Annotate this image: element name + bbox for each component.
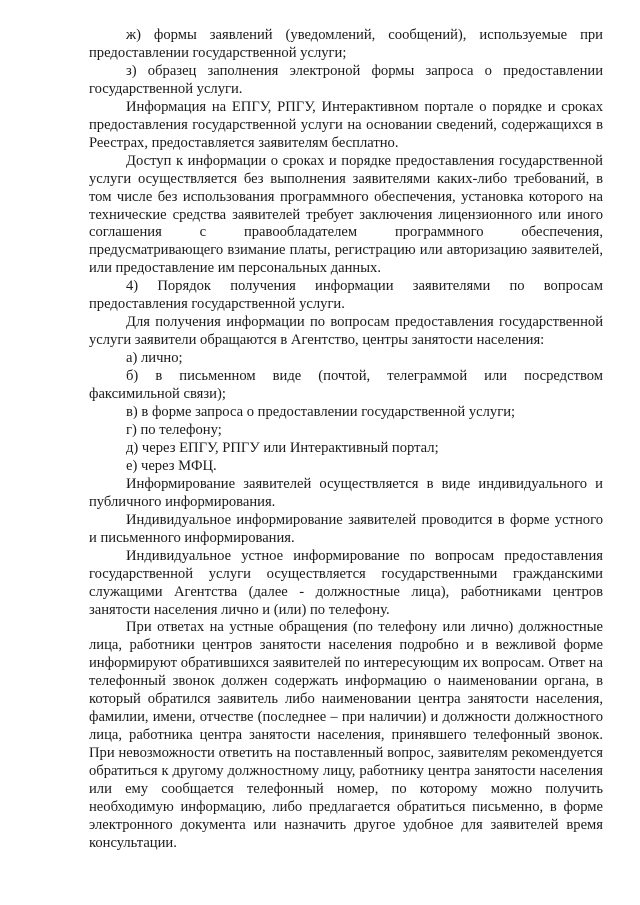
list-item-in-person: а) лично; — [126, 350, 183, 367]
document-body — [89, 27, 603, 853]
paragraph-oral-informing: Индивидуальное устное информирование по вопросам предоставления государственной услуги осуществляется государственными гражданскими служащими Агентства (далее - должностные лица), работниками центров занятости населения лично и (или) по телефону. — [89, 547, 603, 618]
paragraph-how-to-get-info: Для получения информации по вопросам предоставления государственной услуги заявители обращаются в Агентство, центры занятости населения: — [89, 314, 603, 349]
list-item-mfc: е) через МФЦ. — [126, 457, 217, 474]
paragraph-informing-types: Информирование заявителей осуществляется в виде индивидуального и публичного информирования. — [89, 475, 603, 510]
paragraph-forms: ж) формы заявлений (уведомлений, сообщений), используемые при предоставлении государственной услуги; — [89, 27, 603, 61]
paragraph-oral-answers: При ответах на устные обращения (по телефону или лично) должностные лица, работники центров занятости населения подробно и в вежливой форме информируют обратившихся заявителей по интересующим их вопросам. Ответ на телефонный звонок должен содержать информацию о наименовании органа, в который обратился заявитель либо наименовании центра занятости населения, фамилии, имени, отчестве (последнее – при наличии) и должности должностного лица, работника центра занятости населения, принявшего телефонный звонок. При невозможности ответить на поставленный вопрос, заявителям рекомендуется обратиться к другому должностному лицу, работнику центра занятости населения или ему сообщается телефонный номер, по которому можно получить необходимую информацию, либо предлагается обратиться письменно, в форме электронного документа или назначить другое удобное для заявителей время консультации. — [89, 619, 603, 851]
list-item-phone: г) по телефону; — [126, 421, 222, 438]
paragraph-sample: з) образец заполнения электроной формы запроса о предоставлении государственной услуги. — [89, 62, 603, 97]
paragraph-individual-informing: Индивидуальное информирование заявителей проводится в форме устного и письменного информирования. — [89, 511, 603, 546]
paragraph-portal-info: Информация на ЕПГУ, РПГУ, Интерактивном портале о порядке и сроках предоставления государственной услуги на основании сведений, содержащихся в Реестрах, предоставляется заявителям бесплатно. — [89, 98, 603, 151]
paragraph-section-4: 4) Порядок получения информации заявителями по вопросам предоставления государственной услуги. — [89, 278, 603, 313]
paragraph-access: Доступ к информации о сроках и порядке предоставления государственной услуги осуществляется без выполнения заявителями каких-либо требований, в том числе без использования программного обеспечения, установка которого на технические средства заявителей требует заключения лицензионного или иного соглашения с правообладателем программного обеспечения, предусматривающего взимание платы, регистрацию или авторизацию заявителей, или предоставление им персональных данных. — [89, 152, 603, 277]
list-item-request-form: в) в форме запроса о предоставлении государственной услуги; — [126, 404, 516, 421]
list-item-portals: д) через ЕПГУ, РПГУ или Интерактивный портал; — [126, 439, 439, 456]
list-item-in-writing: б) в письменном виде (почтой, телеграммой или посредством факсимильной связи); — [89, 368, 603, 403]
